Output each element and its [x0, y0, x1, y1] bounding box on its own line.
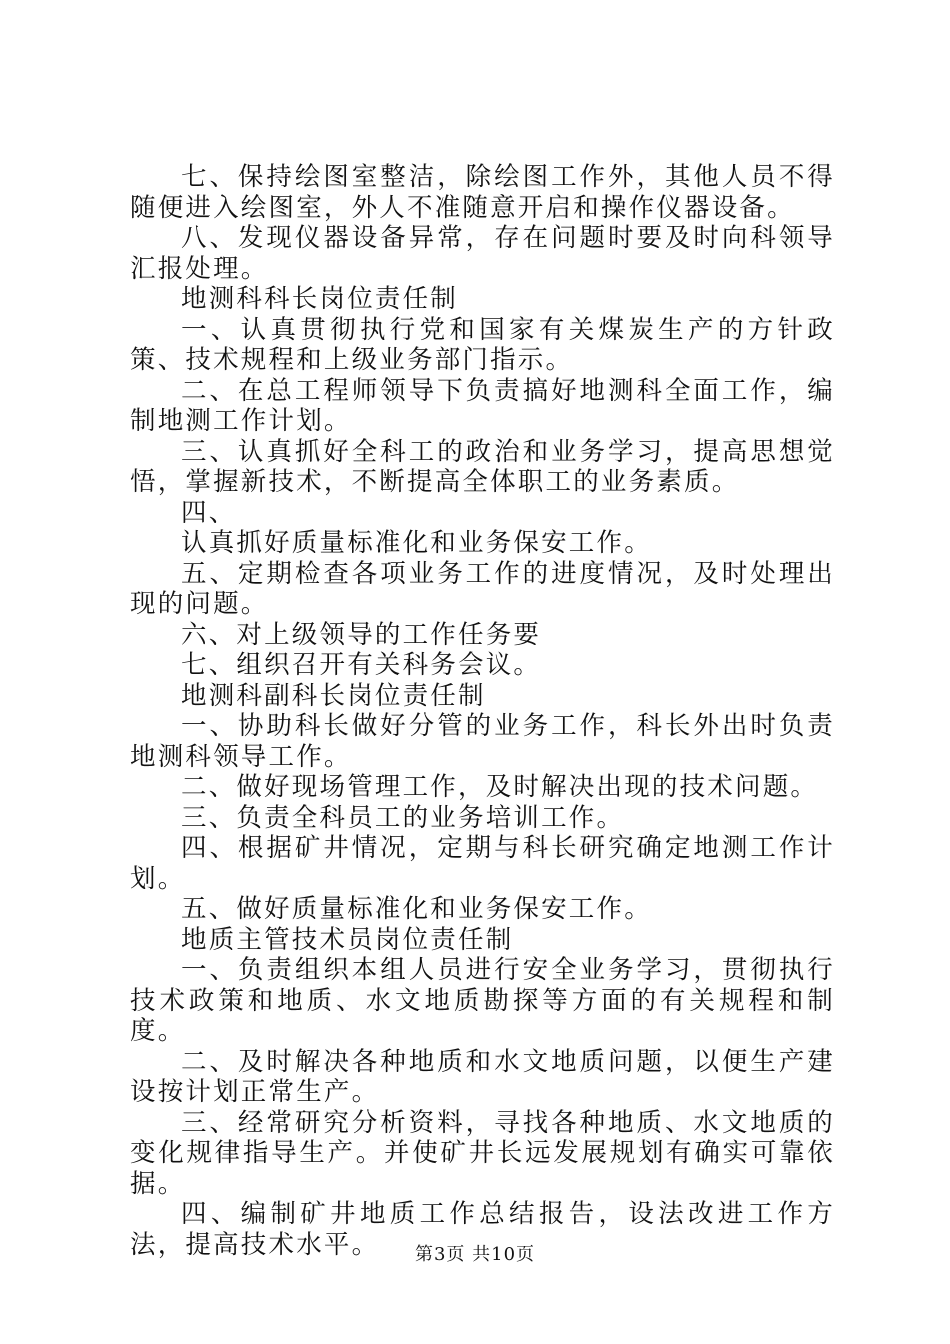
paragraph: 三、负责全科员工的业务培训工作。	[181, 802, 625, 833]
page-footer	[0, 1240, 950, 1266]
paragraph: 五、定期检查各项业务工作的进度情况，及时处理出现的问题。	[130, 558, 835, 619]
document-body	[130, 162, 835, 1260]
paragraph: 一、协助科长做好分管的业务工作，科长外出时负责地测科领导工作。	[130, 711, 835, 772]
paragraph: 二、及时解决各种地质和水文地质问题，以便生产建设按计划正常生产。	[130, 1046, 835, 1107]
paragraph: 四、根据矿井情况，定期与科长研究确定地测工作计划。	[130, 833, 835, 894]
section-heading: 地质主管技术员岗位责任制	[181, 924, 514, 955]
paragraph: 七、保持绘图室整洁，除绘图工作外，其他人员不得随便进入绘图室，外人不准随意开启和操作仪器设备。	[130, 162, 835, 223]
paragraph: 二、在总工程师领导下负责搞好地测科全面工作，编制地测工作计划。	[130, 375, 835, 436]
paragraph: 三、经常研究分析资料，寻找各种地质、水文地质的变化规律指导生产。并使矿井长远发展规划有确实可靠依据。	[130, 1107, 835, 1199]
page-number-label: 第3页 共10页	[414, 1244, 536, 1265]
section-heading: 地测科科长岗位责任制	[181, 284, 459, 314]
paragraph: 认真抓好质量标准化和业务保安工作。	[181, 528, 652, 558]
paragraph: 四、	[181, 497, 237, 528]
paragraph: 七、组织召开有关科务会议。	[181, 650, 542, 680]
paragraph: 三、认真抓好全科工的政治和业务学习，提高思想觉悟，掌握新技术，不断提高全体职工的业务素质。	[130, 436, 835, 497]
paragraph: 五、做好质量标准化和业务保安工作。	[181, 894, 652, 924]
paragraph: 八、发现仪器设备异常，存在问题时要及时向科领导汇报处理。	[130, 223, 835, 284]
paragraph: 四、编制矿井地质工作总结报告，设法改进工作方法，提高技术水平。	[130, 1199, 835, 1260]
section-heading: 地测科副科长岗位责任制	[181, 680, 486, 711]
paragraph: 一、认真贯彻执行党和国家有关煤炭生产的方针政策、技术规程和上级业务部门指示。	[130, 314, 835, 375]
paragraph: 二、做好现场管理工作，及时解决出现的技术问题。	[181, 772, 819, 802]
paragraph: 六、对上级领导的工作任务要	[181, 619, 542, 650]
paragraph: 一、负责组织本组人员进行安全业务学习，贯彻执行技术政策和地质、水文地质勘探等方面的有关规程和制度。	[130, 955, 835, 1046]
